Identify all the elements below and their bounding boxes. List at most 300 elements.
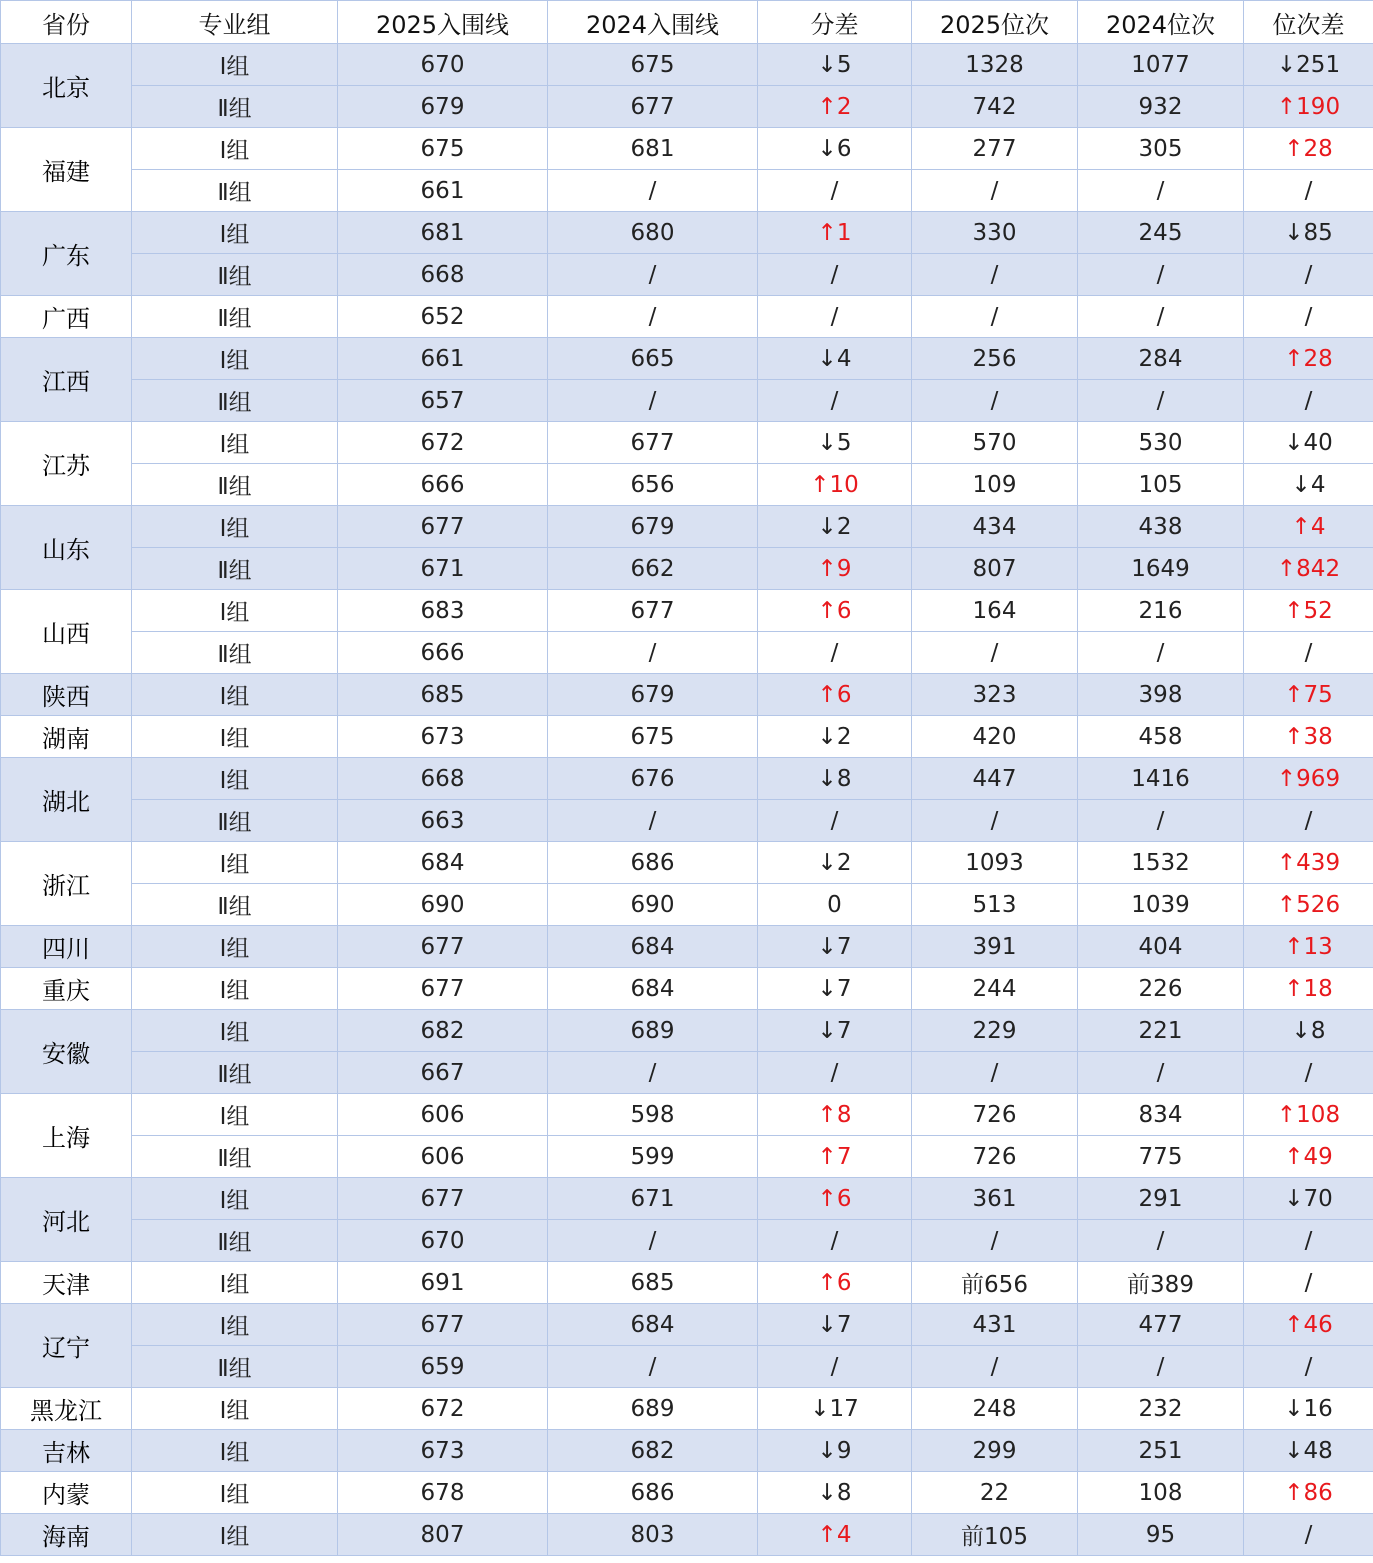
rank-2024-cell: 291 <box>1078 1178 1244 1220</box>
line-2025-cell: 671 <box>338 548 548 590</box>
rank-2024-cell: 477 <box>1078 1304 1244 1346</box>
line-2024-cell: 677 <box>548 422 758 464</box>
group-cell: Ⅱ组 <box>132 1346 338 1388</box>
group-cell: Ⅱ组 <box>132 1220 338 1262</box>
rank-2024-cell: 1077 <box>1078 44 1244 86</box>
line-2025-cell: 657 <box>338 380 548 422</box>
rank-diff-cell: ↑28 <box>1244 338 1373 380</box>
score-diff-cell: ↑6 <box>758 1178 912 1220</box>
table-row <box>1 1178 1373 1220</box>
line-2025-cell: 807 <box>338 1514 548 1556</box>
rank-2024-cell: 458 <box>1078 716 1244 758</box>
rank-diff-cell: / <box>1244 1220 1373 1262</box>
group-cell: Ⅰ组 <box>132 1514 338 1556</box>
line-2024-cell: 679 <box>548 674 758 716</box>
province-cell: 北京 <box>1 44 132 128</box>
rank-2024-cell: 438 <box>1078 506 1244 548</box>
rank-2024-cell: 221 <box>1078 1010 1244 1052</box>
group-cell: Ⅰ组 <box>132 674 338 716</box>
rank-2024-cell: 530 <box>1078 422 1244 464</box>
table-row <box>1 968 1373 1010</box>
rank-2024-cell: 834 <box>1078 1094 1244 1136</box>
province-cell: 辽宁 <box>1 1304 132 1388</box>
rank-2025-cell: / <box>912 1220 1078 1262</box>
line-2025-cell: 679 <box>338 86 548 128</box>
line-2025-cell: 670 <box>338 1220 548 1262</box>
score-diff-cell: ↓5 <box>758 44 912 86</box>
group-cell: Ⅰ组 <box>132 1304 338 1346</box>
rank-2024-cell: 775 <box>1078 1136 1244 1178</box>
table-row <box>1 590 1373 632</box>
score-diff-cell: / <box>758 380 912 422</box>
rank-2025-cell: 前105 <box>912 1514 1078 1556</box>
rank-2024-cell: / <box>1078 632 1244 674</box>
line-2025-cell: 666 <box>338 464 548 506</box>
score-diff-cell: ↑6 <box>758 590 912 632</box>
rank-2024-cell: 232 <box>1078 1388 1244 1430</box>
score-diff-cell: ↓7 <box>758 968 912 1010</box>
table-row <box>1 170 1373 212</box>
score-diff-cell: ↑6 <box>758 674 912 716</box>
group-cell: Ⅱ组 <box>132 548 338 590</box>
line-2024-cell: 686 <box>548 842 758 884</box>
score-diff-cell: ↑1 <box>758 212 912 254</box>
line-2024-cell: / <box>548 800 758 842</box>
header-rank-diff: 位次差 <box>1244 1 1373 44</box>
rank-2024-cell: / <box>1078 170 1244 212</box>
table-row <box>1 254 1373 296</box>
rank-2025-cell: 109 <box>912 464 1078 506</box>
score-diff-cell: ↓9 <box>758 1430 912 1472</box>
score-diff-cell: / <box>758 170 912 212</box>
line-2024-cell: 656 <box>548 464 758 506</box>
rank-2025-cell: 513 <box>912 884 1078 926</box>
table-row <box>1 800 1373 842</box>
score-diff-cell: / <box>758 800 912 842</box>
province-cell: 湖北 <box>1 758 132 842</box>
score-diff-cell: / <box>758 1346 912 1388</box>
rank-2024-cell: 216 <box>1078 590 1244 632</box>
score-diff-cell: ↓5 <box>758 422 912 464</box>
rank-2025-cell: / <box>912 254 1078 296</box>
header-line-2025: 2025入围线 <box>338 1 548 44</box>
line-2024-cell: / <box>548 1052 758 1094</box>
rank-2024-cell: 1532 <box>1078 842 1244 884</box>
line-2024-cell: / <box>548 380 758 422</box>
rank-diff-cell: ↑439 <box>1244 842 1373 884</box>
province-cell: 天津 <box>1 1262 132 1304</box>
line-2025-cell: 691 <box>338 1262 548 1304</box>
group-cell: Ⅱ组 <box>132 296 338 338</box>
score-diff-cell: ↑7 <box>758 1136 912 1178</box>
line-2024-cell: 680 <box>548 212 758 254</box>
line-2024-cell: 677 <box>548 590 758 632</box>
group-cell: Ⅱ组 <box>132 380 338 422</box>
line-2025-cell: 673 <box>338 716 548 758</box>
rank-2025-cell: 22 <box>912 1472 1078 1514</box>
line-2024-cell: 675 <box>548 44 758 86</box>
line-2025-cell: 663 <box>338 800 548 842</box>
group-cell: Ⅰ组 <box>132 1430 338 1472</box>
province-cell: 浙江 <box>1 842 132 926</box>
rank-2025-cell: 447 <box>912 758 1078 800</box>
line-2025-cell: 682 <box>338 1010 548 1052</box>
line-2024-cell: 682 <box>548 1430 758 1472</box>
table-row <box>1 1472 1373 1514</box>
line-2025-cell: 670 <box>338 44 548 86</box>
group-cell: Ⅰ组 <box>132 758 338 800</box>
score-diff-cell: ↑10 <box>758 464 912 506</box>
table-row <box>1 1262 1373 1304</box>
table-row <box>1 1220 1373 1262</box>
rank-diff-cell: / <box>1244 1346 1373 1388</box>
rank-2025-cell: 434 <box>912 506 1078 548</box>
line-2025-cell: 652 <box>338 296 548 338</box>
line-2024-cell: 685 <box>548 1262 758 1304</box>
province-cell: 重庆 <box>1 968 132 1010</box>
rank-2025-cell: 229 <box>912 1010 1078 1052</box>
rank-2025-cell: / <box>912 632 1078 674</box>
line-2025-cell: 606 <box>338 1094 548 1136</box>
rank-2024-cell: / <box>1078 1346 1244 1388</box>
table-row <box>1 212 1373 254</box>
score-diff-cell: ↓7 <box>758 1010 912 1052</box>
table-row <box>1 548 1373 590</box>
line-2025-cell: 677 <box>338 1178 548 1220</box>
rank-diff-cell: ↑108 <box>1244 1094 1373 1136</box>
rank-diff-cell: / <box>1244 1052 1373 1094</box>
province-cell: 海南 <box>1 1514 132 1556</box>
line-2025-cell: 684 <box>338 842 548 884</box>
score-diff-cell: ↓4 <box>758 338 912 380</box>
group-cell: Ⅰ组 <box>132 842 338 884</box>
rank-diff-cell: ↑18 <box>1244 968 1373 1010</box>
table-row <box>1 884 1373 926</box>
rank-2024-cell: 251 <box>1078 1430 1244 1472</box>
rank-diff-cell: / <box>1244 296 1373 338</box>
line-2024-cell: / <box>548 254 758 296</box>
rank-diff-cell: ↓48 <box>1244 1430 1373 1472</box>
rank-2024-cell: / <box>1078 296 1244 338</box>
group-cell: Ⅰ组 <box>132 44 338 86</box>
table-row <box>1 716 1373 758</box>
rank-2025-cell: / <box>912 1346 1078 1388</box>
rank-2024-cell: 1649 <box>1078 548 1244 590</box>
line-2025-cell: 606 <box>338 1136 548 1178</box>
line-2024-cell: 689 <box>548 1388 758 1430</box>
group-cell: Ⅱ组 <box>132 254 338 296</box>
rank-2025-cell: / <box>912 380 1078 422</box>
rank-2025-cell: 299 <box>912 1430 1078 1472</box>
rank-2025-cell: 256 <box>912 338 1078 380</box>
rank-diff-cell: ↑49 <box>1244 1136 1373 1178</box>
province-cell: 广西 <box>1 296 132 338</box>
table-row <box>1 1430 1373 1472</box>
header-row <box>1 1 1373 44</box>
score-diff-cell: ↓2 <box>758 842 912 884</box>
line-2025-cell: 685 <box>338 674 548 716</box>
rank-2024-cell: / <box>1078 254 1244 296</box>
line-2024-cell: / <box>548 1220 758 1262</box>
rank-2024-cell: / <box>1078 800 1244 842</box>
line-2025-cell: 690 <box>338 884 548 926</box>
line-2025-cell: 681 <box>338 212 548 254</box>
rank-diff-cell: ↑46 <box>1244 1304 1373 1346</box>
header-line-2024: 2024入围线 <box>548 1 758 44</box>
group-cell: Ⅱ组 <box>132 1136 338 1178</box>
province-cell: 上海 <box>1 1094 132 1178</box>
score-diff-cell: ↓2 <box>758 506 912 548</box>
province-cell: 山西 <box>1 590 132 674</box>
rank-2025-cell: 1328 <box>912 44 1078 86</box>
line-2024-cell: 684 <box>548 968 758 1010</box>
group-cell: Ⅰ组 <box>132 128 338 170</box>
line-2025-cell: 677 <box>338 968 548 1010</box>
score-diff-cell: ↓8 <box>758 1472 912 1514</box>
line-2024-cell: 690 <box>548 884 758 926</box>
line-2024-cell: 662 <box>548 548 758 590</box>
rank-2025-cell: 164 <box>912 590 1078 632</box>
score-diff-cell: ↑8 <box>758 1094 912 1136</box>
group-cell: Ⅰ组 <box>132 968 338 1010</box>
line-2025-cell: 668 <box>338 254 548 296</box>
table-row <box>1 464 1373 506</box>
line-2024-cell: 677 <box>548 86 758 128</box>
rank-2025-cell: / <box>912 1052 1078 1094</box>
rank-diff-cell: ↑86 <box>1244 1472 1373 1514</box>
line-2025-cell: 672 <box>338 422 548 464</box>
table-row <box>1 1388 1373 1430</box>
score-diff-cell: / <box>758 632 912 674</box>
group-cell: Ⅰ组 <box>132 1094 338 1136</box>
rank-diff-cell: ↓85 <box>1244 212 1373 254</box>
rank-2025-cell: 361 <box>912 1178 1078 1220</box>
rank-diff-cell: / <box>1244 254 1373 296</box>
province-cell: 安徽 <box>1 1010 132 1094</box>
rank-2025-cell: 248 <box>912 1388 1078 1430</box>
group-cell: Ⅰ组 <box>132 1178 338 1220</box>
group-cell: Ⅱ组 <box>132 632 338 674</box>
line-2024-cell: / <box>548 296 758 338</box>
line-2025-cell: 683 <box>338 590 548 632</box>
group-cell: Ⅱ组 <box>132 170 338 212</box>
province-cell: 福建 <box>1 128 132 212</box>
province-cell: 河北 <box>1 1178 132 1262</box>
table-row <box>1 86 1373 128</box>
table-row <box>1 926 1373 968</box>
line-2025-cell: 661 <box>338 338 548 380</box>
rank-2025-cell: / <box>912 800 1078 842</box>
rank-2025-cell: 742 <box>912 86 1078 128</box>
table-row <box>1 380 1373 422</box>
line-2025-cell: 666 <box>338 632 548 674</box>
rank-2024-cell: 95 <box>1078 1514 1244 1556</box>
rank-diff-cell: ↑52 <box>1244 590 1373 632</box>
rank-diff-cell: ↑28 <box>1244 128 1373 170</box>
rank-diff-cell: / <box>1244 800 1373 842</box>
rank-diff-cell: ↓251 <box>1244 44 1373 86</box>
table-row <box>1 44 1373 86</box>
group-cell: Ⅱ组 <box>132 464 338 506</box>
group-cell: Ⅰ组 <box>132 422 338 464</box>
line-2025-cell: 672 <box>338 1388 548 1430</box>
rank-2024-cell: / <box>1078 1220 1244 1262</box>
score-diff-cell: ↑9 <box>758 548 912 590</box>
rank-diff-cell: / <box>1244 1514 1373 1556</box>
rank-diff-cell: ↑526 <box>1244 884 1373 926</box>
rank-diff-cell: ↓40 <box>1244 422 1373 464</box>
table-row <box>1 1136 1373 1178</box>
table-row <box>1 1304 1373 1346</box>
group-cell: Ⅰ组 <box>132 1010 338 1052</box>
rank-diff-cell: ↑13 <box>1244 926 1373 968</box>
group-cell: Ⅰ组 <box>132 1388 338 1430</box>
line-2025-cell: 668 <box>338 758 548 800</box>
score-diff-cell: ↓7 <box>758 1304 912 1346</box>
province-cell: 吉林 <box>1 1430 132 1472</box>
table-row <box>1 842 1373 884</box>
line-2025-cell: 673 <box>338 1430 548 1472</box>
rank-2025-cell: 244 <box>912 968 1078 1010</box>
line-2024-cell: 599 <box>548 1136 758 1178</box>
rank-diff-cell: ↓70 <box>1244 1178 1373 1220</box>
line-2024-cell: 684 <box>548 926 758 968</box>
rank-diff-cell: / <box>1244 632 1373 674</box>
rank-2025-cell: 420 <box>912 716 1078 758</box>
rank-2025-cell: / <box>912 170 1078 212</box>
line-2024-cell: 686 <box>548 1472 758 1514</box>
score-diff-cell: ↓2 <box>758 716 912 758</box>
rank-2025-cell: 570 <box>912 422 1078 464</box>
rank-2025-cell: 391 <box>912 926 1078 968</box>
rank-diff-cell: ↑969 <box>1244 758 1373 800</box>
province-cell: 广东 <box>1 212 132 296</box>
province-cell: 江西 <box>1 338 132 422</box>
line-2025-cell: 677 <box>338 1304 548 1346</box>
rank-2025-cell: 323 <box>912 674 1078 716</box>
line-2024-cell: 665 <box>548 338 758 380</box>
line-2024-cell: 671 <box>548 1178 758 1220</box>
line-2024-cell: 679 <box>548 506 758 548</box>
rank-diff-cell: ↑190 <box>1244 86 1373 128</box>
rank-2025-cell: / <box>912 296 1078 338</box>
table-row <box>1 1010 1373 1052</box>
rank-diff-cell: ↑38 <box>1244 716 1373 758</box>
province-cell: 山东 <box>1 506 132 590</box>
table-row <box>1 128 1373 170</box>
rank-2024-cell: 105 <box>1078 464 1244 506</box>
table-row <box>1 1514 1373 1556</box>
group-cell: Ⅰ组 <box>132 338 338 380</box>
rank-diff-cell: ↑75 <box>1244 674 1373 716</box>
line-2024-cell: / <box>548 1346 758 1388</box>
score-diff-cell: / <box>758 254 912 296</box>
group-cell: Ⅰ组 <box>132 716 338 758</box>
table-row <box>1 632 1373 674</box>
line-2025-cell: 678 <box>338 1472 548 1514</box>
header-group: 专业组 <box>132 1 338 44</box>
rank-2025-cell: 431 <box>912 1304 1078 1346</box>
group-cell: Ⅱ组 <box>132 800 338 842</box>
rank-2025-cell: 726 <box>912 1136 1078 1178</box>
rank-diff-cell: ↑4 <box>1244 506 1373 548</box>
group-cell: Ⅱ组 <box>132 86 338 128</box>
province-cell: 江苏 <box>1 422 132 506</box>
group-cell: Ⅱ组 <box>132 1052 338 1094</box>
rank-diff-cell: / <box>1244 1262 1373 1304</box>
score-diff-cell: ↓17 <box>758 1388 912 1430</box>
rank-2024-cell: 226 <box>1078 968 1244 1010</box>
header-rank-2024: 2024位次 <box>1078 1 1244 44</box>
line-2024-cell: 689 <box>548 1010 758 1052</box>
province-cell: 内蒙 <box>1 1472 132 1514</box>
group-cell: Ⅰ组 <box>132 590 338 632</box>
line-2024-cell: 598 <box>548 1094 758 1136</box>
line-2025-cell: 675 <box>338 128 548 170</box>
line-2025-cell: 661 <box>338 170 548 212</box>
rank-2024-cell: / <box>1078 380 1244 422</box>
score-diff-cell: 0 <box>758 884 912 926</box>
rank-2025-cell: 726 <box>912 1094 1078 1136</box>
score-diff-cell: / <box>758 1052 912 1094</box>
line-2024-cell: 803 <box>548 1514 758 1556</box>
rank-2024-cell: 前389 <box>1078 1262 1244 1304</box>
rank-2024-cell: 1039 <box>1078 884 1244 926</box>
rank-diff-cell: / <box>1244 170 1373 212</box>
table-row <box>1 674 1373 716</box>
line-2024-cell: 676 <box>548 758 758 800</box>
rank-2024-cell: 404 <box>1078 926 1244 968</box>
score-diff-cell: / <box>758 1220 912 1262</box>
rank-2025-cell: 277 <box>912 128 1078 170</box>
score-diff-cell: ↓7 <box>758 926 912 968</box>
line-2024-cell: 681 <box>548 128 758 170</box>
table-row <box>1 506 1373 548</box>
score-diff-cell: ↓6 <box>758 128 912 170</box>
rank-2024-cell: 108 <box>1078 1472 1244 1514</box>
score-diff-cell: ↑4 <box>758 1514 912 1556</box>
score-diff-cell: / <box>758 296 912 338</box>
score-diff-cell: ↓8 <box>758 758 912 800</box>
line-2024-cell: / <box>548 170 758 212</box>
rank-diff-cell: / <box>1244 380 1373 422</box>
province-cell: 陕西 <box>1 674 132 716</box>
rank-2024-cell: 284 <box>1078 338 1244 380</box>
group-cell: Ⅰ组 <box>132 1472 338 1514</box>
table-row <box>1 1346 1373 1388</box>
province-cell: 湖南 <box>1 716 132 758</box>
header-province: 省份 <box>1 1 132 44</box>
rank-2025-cell: 330 <box>912 212 1078 254</box>
rank-2025-cell: 1093 <box>912 842 1078 884</box>
province-cell: 四川 <box>1 926 132 968</box>
line-2024-cell: 684 <box>548 1304 758 1346</box>
line-2024-cell: / <box>548 632 758 674</box>
group-cell: Ⅱ组 <box>132 884 338 926</box>
group-cell: Ⅰ组 <box>132 1262 338 1304</box>
rank-2024-cell: 245 <box>1078 212 1244 254</box>
score-diff-cell: ↑6 <box>758 1262 912 1304</box>
table-row <box>1 1052 1373 1094</box>
group-cell: Ⅰ组 <box>132 926 338 968</box>
line-2025-cell: 659 <box>338 1346 548 1388</box>
group-cell: Ⅰ组 <box>132 506 338 548</box>
line-2025-cell: 677 <box>338 926 548 968</box>
rank-2024-cell: 1416 <box>1078 758 1244 800</box>
rank-diff-cell: ↑842 <box>1244 548 1373 590</box>
rank-diff-cell: ↓16 <box>1244 1388 1373 1430</box>
table-row <box>1 338 1373 380</box>
